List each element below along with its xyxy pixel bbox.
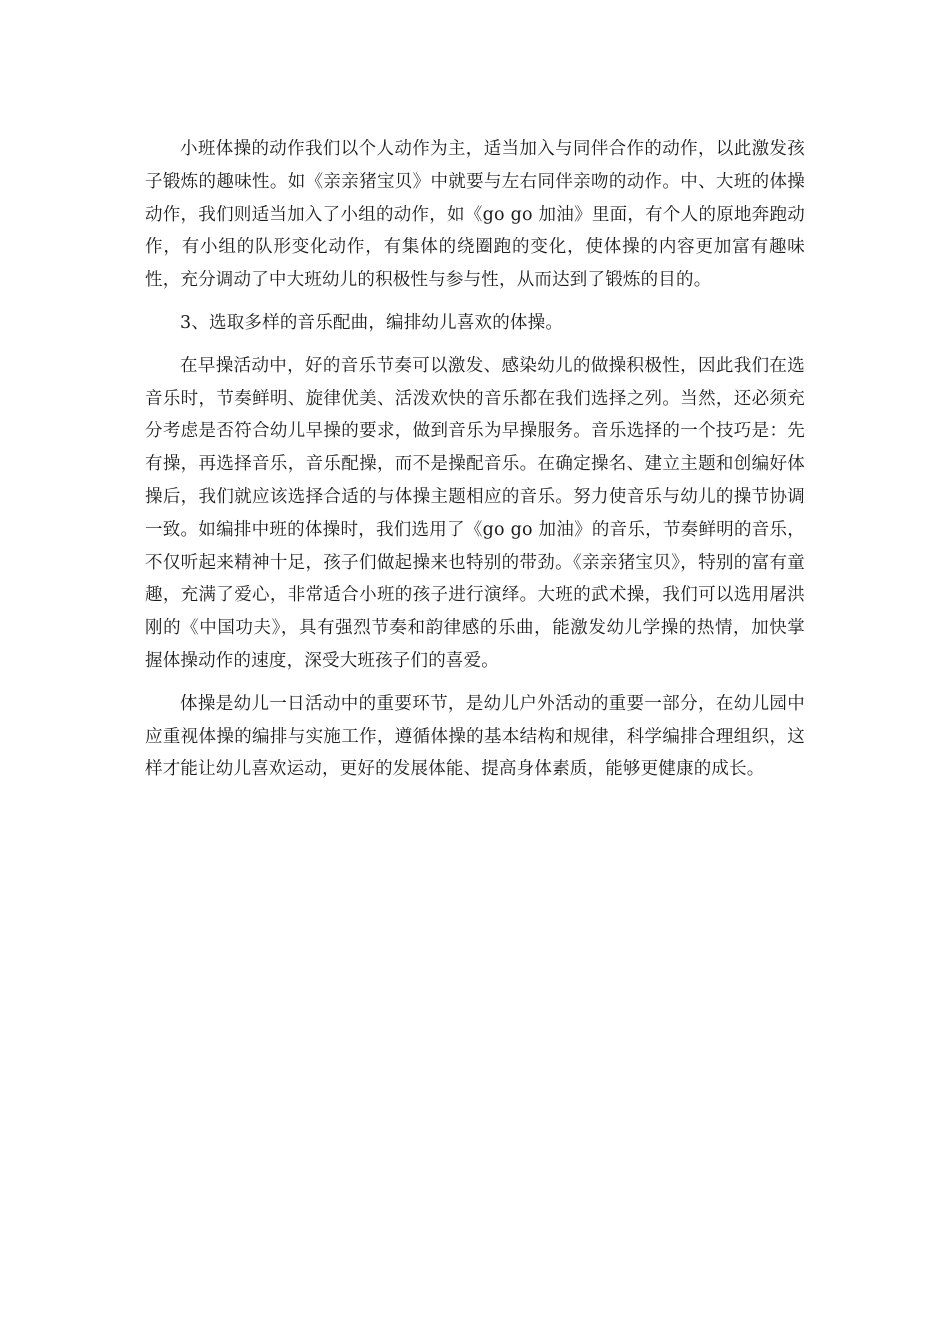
paragraph-conclusion: 体操是幼儿一日活动中的重要环节，是幼儿户外活动的重要一部分，在幼儿园中应重视体操的编排与实施工作，遵循体操的基本结构和规律，科学编排合理组织，这样才能让幼儿喜欢运动，更好的发展体能、提高身体素质，能够更健康的成长。 [145, 693, 805, 780]
section-heading-music-selection: 3、选取多样的音乐配曲，编排幼儿喜欢的体操。 [180, 312, 564, 333]
paragraph-music-choice: 在早操活动中，好的音乐节奏可以激发、感染幼儿的做操积极性，因此我们在选音乐时，节奏鲜明、旋律优美、活泼欢快的音乐都在我们选择之列。当然，还必须充分考虑是否符合幼儿早操的要求，做到音乐为早操服务。音乐选择的一个技巧是：先有操，再选择音乐，音乐配操，而不是操配音乐。在确定操名、建立主题和创编好体操后，我们就应该选择合适的与体操主题相应的音乐。努力使音乐与幼儿的操节协调一致。如编排中班的体操时，我们选用了《go go 加油》的音乐，节奏鲜明的音乐，不仅听起来精神十足，孩子们做起操来也特别的带劲。《亲亲猪宝贝》，特别的富有童趣，充满了爱心，非常适合小班的孩子进行演绎。大班的武术操，我们可以选用屠洪刚的《中国功夫》，具有强烈节奏和韵律感的乐曲，能激发幼儿学操的热情，加快掌握体操动作的速度，深受大班孩子们的喜爱。 [145, 355, 805, 671]
document-body [145, 133, 805, 786]
paragraph-group-exercise-actions: 小班体操的动作我们以个人动作为主，适当加入与同伴合作的动作，以此激发孩子锻炼的趣味性。如《亲亲猪宝贝》中就要与左右同伴亲吻的动作。中、大班的体操动作，我们则适当加入了小组的动作，如《go go 加油》里面，有个人的原地奔跑动作，有小组的队形变化动作，有集体的绕圈跑的变化，使体操的内容更加富有趣味性，充分调动了中大班幼儿的积极性与参与性，从而达到了锻炼的目的。 [145, 139, 805, 291]
